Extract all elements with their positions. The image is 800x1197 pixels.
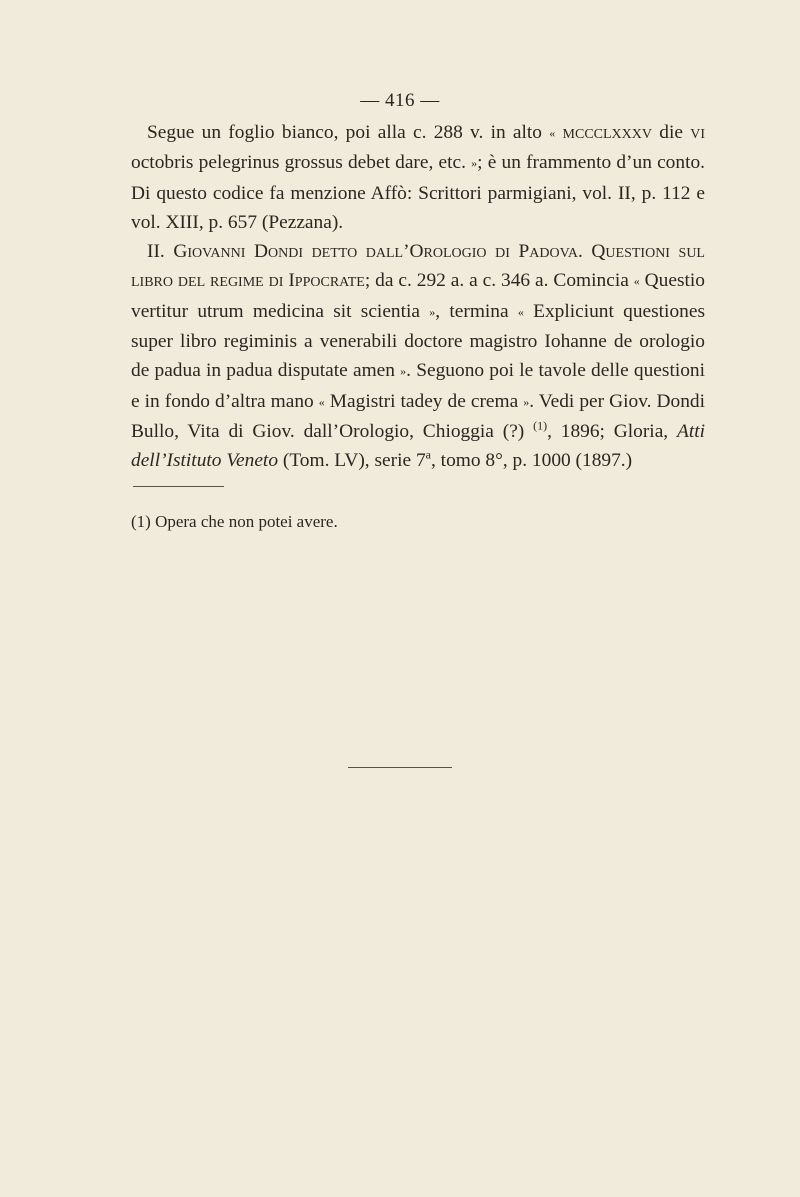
ordinal-superscript: a [425,447,431,462]
p2-text-e: , termina [435,300,518,322]
p2-text-l: (Tom. LV), serie 7 [278,450,426,472]
quote-open: « [517,304,524,319]
p2-text-d: Questio vertitur utrum medicina sit scientia [131,270,705,322]
p2-text-g: . Seguono poi le tavole delle questioni e in fondo d’altra mano [131,360,705,412]
quote-open: « [549,126,556,140]
roman-date: mccclxxxv [555,122,652,143]
body-text [131,118,705,476]
p1-text-c: die [652,122,691,143]
p2-text-c: ; da c. 292 a. a c. 346 a. Comincia [364,270,634,292]
paragraph-1 [131,118,705,237]
paragraph-2 [131,237,705,475]
p1-text-a: Segue un foglio bianco, poi alla c. 288 v. in alto [147,122,550,143]
p2-text-f: Expliciunt questiones super libro regiminis a venerabili doctore magistro Iohanne de orologio de padua in padua disputate amen [131,300,705,382]
roman-day: vi [690,122,705,143]
footnote-divider [133,486,224,487]
quote-close: » [471,156,478,171]
p2-text-n: , tomo 8°, p. 1000 (1897.) [430,450,633,472]
footnote: (1) Opera che non potei avere. [131,512,338,531]
end-rule [348,767,452,768]
quote-open: « [318,394,325,409]
p2-text-j: , 1896; Gloria, [547,420,677,442]
entry-heading: Giovanni Dondi detto dall’Orologio di Padova. Questioni sul libro del regime di Ippocrate [131,241,705,292]
page-number: — 416 — [360,90,440,111]
quote-close: » [429,304,436,319]
quote-close: » [400,364,407,379]
p2-text-h: Magistri tadey de crema [324,390,524,412]
p1-text-f: ; è un frammento d’un conto. Di questo codice fa menzione Affò: Scrittori parmigiani, vol. II, p. 112 e vol. XIII, p. 657 (Pezzana). [131,152,705,233]
footnote-reference[interactable]: (1) [533,418,548,433]
p2-text-i: . Vedi per Giov. Dondi Bullo, Vita di Giov. dall’Orologio, Chioggia (?) [131,390,705,442]
p2-text-a: II. [147,241,174,263]
quote-open: « [633,274,640,289]
quote-close: » [523,394,530,409]
journal-title: Atti dell’Istituto Veneto [131,420,705,472]
p1-text-e: octobris pelegrinus grossus debet dare, etc. [131,152,472,174]
